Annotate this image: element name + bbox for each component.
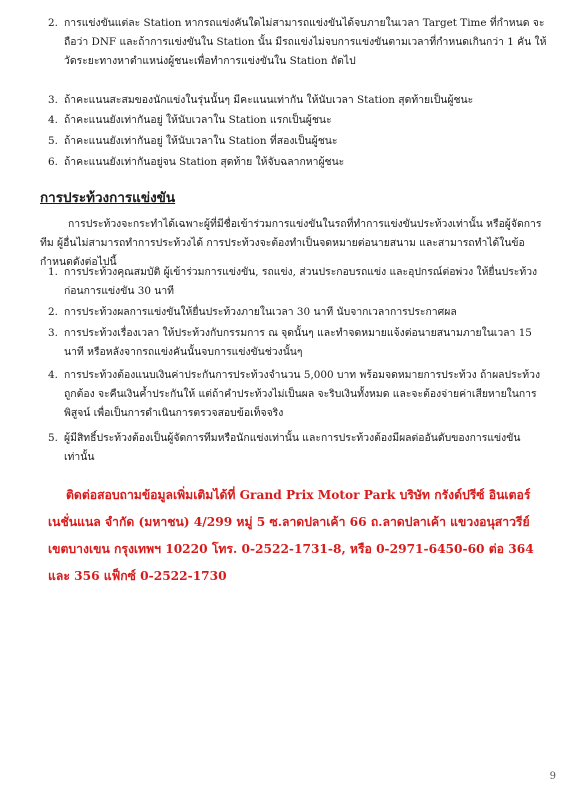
list-item-text: ถ้าคะแนนยังเท่ากันอยู่ ให้นับเวลาใน Station ที่สองเป็นผู้ชนะ [64, 135, 338, 147]
section-title: การประท้วงการแข่งขัน [40, 190, 176, 206]
list-item [48, 429, 548, 467]
list-item [48, 14, 548, 71]
list-item [48, 263, 548, 301]
list-item-text: ผู้มีสิทธิ์ประท้วงต้องเป็นผู้จัดการทีมหรือนักแข่งเท่านั้น และการประท้วงต้องมีผลต่ออันดับของการแข่งขันเท่านั้น [64, 432, 521, 463]
list-item [48, 132, 548, 151]
list-item [48, 324, 548, 362]
list-item-number: 5. [48, 432, 58, 444]
list-item-number: 5. [48, 135, 58, 147]
list-item-text: การประท้วงผลการแข่งขันให้ยื่นประท้วงภายในเวลา 30 นาที นับจากเวลาการประกาศผล [64, 306, 457, 318]
list-item-number: 2. [48, 17, 58, 29]
list-item-number: 3. [48, 94, 58, 106]
list-item-number: 6. [48, 156, 58, 168]
list-item [48, 111, 548, 130]
protest-intro-paragraph: การประท้วงจะกระทำได้เฉพาะผู้ที่มีชื่อเข้าร่วมการแข่งขันในรถที่ทำการแข่งขันประท้วงเท่านั้น หรือผู้จัดการทีม ผู้อื่นไม่สามารถทำการประท้วงได้ การประท้วงจะต้องทำเป็นจดหมายต่อนายสนาม และสามารถทำได้ในข้อกำหนดดังต่อไปนี้ [40, 218, 542, 268]
list-item-number: 2. [48, 306, 58, 318]
list-item [48, 91, 548, 110]
list-item-text: ถ้าคะแนนสะสมของนักแข่งในรุ่นนั้นๆ มีคะแนนเท่ากัน ให้นับเวลา Station สุดท้ายเป็นผู้ชนะ [64, 94, 474, 106]
page-number: 9 [549, 771, 556, 782]
contact-info: ติดต่อสอบถามข้อมูลเพิ่มเติมได้ที่ Grand Prix Motor Park บริษัท กรังด์ปรีซ์ อินเตอร์เนชั่นแนล จำกัด (มหาชน) 4/299 หมู่ 5 ซ.ลาดปลาเค้า 66 ถ.ลาดปลาเค้า แขวงอนุสาวรีย์ เขตบางเขน กรุงเทพฯ 10220 โทร. 0-2522-1731-8, หรือ 0-2971-6450-60 ต่อ 364 และ 356 แฟ็กซ์ 0-2522-1730 [48, 488, 534, 583]
list-item [48, 153, 548, 172]
list-item-text: การประท้วงเรื่องเวลา ให้ประท้วงกับกรรมการ ณ จุดนั้นๆ และทำจดหมายแจ้งต่อนายสนามภายในเวลา 15 นาที หรือหลังจากรถแข่งคันนั้นจบการแข่งขันช่วงนั้นๆ [64, 327, 532, 358]
list-item-text: การประท้วงต้องแนบเงินค่าประกันการประท้วงจำนวน 5,000 บาท พร้อมจดหมายการประท้วง ถ้าผลประท้วงถูกต้อง จะคืนเงินค้ำประกันให้ แต่ถ้าคำประท้วงไม่เป็นผล จะริบเงินทั้งหมด และจะต้องจ่ายค่าเสียหายในการพิสูจน์ เพื่อเป็นการดำเนินการตรวจสอบข้อเท็จจริง [64, 369, 541, 419]
list-item-number: 3. [48, 327, 58, 339]
list-item-number: 4. [48, 369, 58, 381]
list-item-number: 1. [48, 266, 58, 278]
list-item-text: ถ้าคะแนนยังเท่ากันอยู่จน Station สุดท้าย ให้จับฉลากหาผู้ชนะ [64, 156, 345, 168]
list-item-text: ถ้าคะแนนยังเท่ากันอยู่ ให้นับเวลาใน Station แรกเป็นผู้ชนะ [64, 114, 332, 126]
list-item-number: 4. [48, 114, 58, 126]
list-item [48, 366, 548, 423]
list-item-text: การประท้วงคุณสมบัติ ผู้เข้าร่วมการแข่งขัน, รถแข่ง, ส่วนประกอบรถแข่ง และอุปกรณ์ต่อพ่วง ให้ยื่นประท้วงก่อนการแข่งขัน 30 นาที [64, 266, 538, 297]
list-item-text: การแข่งขันแต่ละ Station หากรถแข่งคันใดไม่สามารถแข่งขันได้จบภายในเวลา Target Time ที่กำหนด จะถือว่า DNF และถ้าการแข่งขันใน Station นั้น มีรถแข่งไม่จบการแข่งขันตามเวลาที่กำหนดเกินกว่า 1 คัน ให้วัดระยะทางหาตำแหน่งผู้ชนะเพื่อทำการแข่งขันใน Station ถัดไป [64, 17, 547, 67]
list-item [48, 303, 548, 322]
